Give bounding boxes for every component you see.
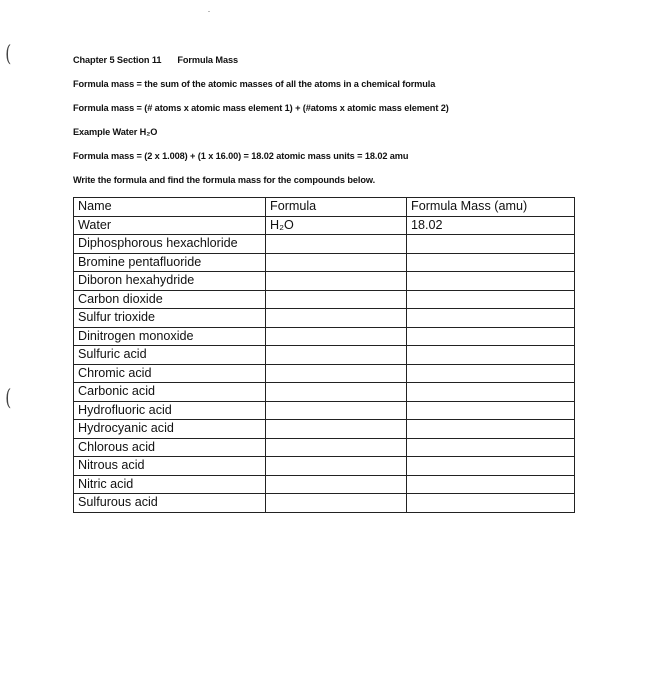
table-row (74, 290, 575, 309)
formula-mass-cell[interactable] (407, 383, 575, 402)
table-row (74, 309, 575, 328)
binder-hole-mark-upper: ( (5, 42, 12, 67)
example-calculation-line: Formula mass = (2 x 1.008) + (1 x 16.00) = 18.02 atomic mass units = 18.02 amu (73, 151, 409, 161)
formula-mass-cell[interactable] (407, 309, 575, 328)
scan-speck (208, 11, 210, 12)
binder-hole-mark-lower: ( (5, 386, 12, 411)
table-row (74, 272, 575, 291)
formula-cell[interactable]: H₂O (266, 216, 407, 235)
table-row (74, 327, 575, 346)
compound-name-cell: Sulfuric acid (74, 346, 266, 365)
formula-mass-cell[interactable] (407, 272, 575, 291)
compound-name-cell: Hydrocyanic acid (74, 420, 266, 439)
formula-cell[interactable] (266, 290, 407, 309)
definition-line: Formula mass = the sum of the atomic masses of all the atoms in a chemical formula (73, 79, 436, 89)
table-row (74, 438, 575, 457)
table-row (74, 216, 575, 235)
formula-mass-cell[interactable] (407, 475, 575, 494)
table-header-row (74, 198, 575, 217)
worksheet-title: Formula Mass (177, 55, 238, 65)
compound-name-cell: Sulfurous acid (74, 494, 266, 513)
compound-name-cell: Carbonic acid (74, 383, 266, 402)
example-line: Example Water H₂O (73, 127, 158, 137)
formula-cell[interactable] (266, 309, 407, 328)
formula-column-header: Formula (266, 198, 407, 217)
compound-name-cell: Carbon dioxide (74, 290, 266, 309)
formula-mass-cell[interactable] (407, 327, 575, 346)
mass-column-header: Formula Mass (amu) (407, 198, 575, 217)
compound-table-body (74, 216, 575, 512)
formula-mass-cell[interactable] (407, 420, 575, 439)
formula-mass-cell[interactable] (407, 253, 575, 272)
table-row (74, 494, 575, 513)
table-row (74, 457, 575, 476)
formula-cell[interactable] (266, 253, 407, 272)
formula-cell[interactable] (266, 272, 407, 291)
compound-name-cell: Chromic acid (74, 364, 266, 383)
formula-cell[interactable] (266, 383, 407, 402)
formula-cell[interactable] (266, 235, 407, 254)
compound-name-cell: Bromine pentafluoride (74, 253, 266, 272)
table-row (74, 364, 575, 383)
formula-cell[interactable] (266, 364, 407, 383)
chapter-label: Chapter 5 Section 11 (73, 55, 162, 65)
formula-cell[interactable] (266, 420, 407, 439)
compound-name-cell: Diboron hexahydride (74, 272, 266, 291)
table-row (74, 383, 575, 402)
table-row (74, 401, 575, 420)
compound-name-cell: Nitrous acid (74, 457, 266, 476)
formula-cell[interactable] (266, 327, 407, 346)
formula-cell[interactable] (266, 438, 407, 457)
formula-cell[interactable] (266, 475, 407, 494)
compound-name-cell: Hydrofluoric acid (74, 401, 266, 420)
formula-cell[interactable] (266, 457, 407, 476)
compound-name-cell: Nitric acid (74, 475, 266, 494)
formula-mass-cell[interactable] (407, 364, 575, 383)
compound-name-cell: Diphosphorous hexachloride (74, 235, 266, 254)
table-row (74, 235, 575, 254)
worksheet-heading (73, 55, 238, 65)
table-row (74, 253, 575, 272)
table-row (74, 475, 575, 494)
instruction-line: Write the formula and find the formula mass for the compounds below. (73, 175, 376, 185)
general-formula-line: Formula mass = (# atoms x atomic mass element 1) + (#atoms x atomic mass element 2) (73, 103, 449, 113)
formula-cell[interactable] (266, 346, 407, 365)
formula-mass-cell[interactable] (407, 346, 575, 365)
formula-mass-cell[interactable] (407, 438, 575, 457)
compound-table (73, 197, 575, 513)
formula-mass-cell[interactable] (407, 290, 575, 309)
formula-mass-cell[interactable] (407, 235, 575, 254)
compound-name-cell: Chlorous acid (74, 438, 266, 457)
table-row (74, 346, 575, 365)
formula-cell[interactable] (266, 494, 407, 513)
formula-cell[interactable] (266, 401, 407, 420)
name-column-header: Name (74, 198, 266, 217)
compound-name-cell: Dinitrogen monoxide (74, 327, 266, 346)
formula-mass-cell[interactable] (407, 457, 575, 476)
formula-mass-cell[interactable] (407, 494, 575, 513)
formula-mass-cell[interactable] (407, 401, 575, 420)
table-row (74, 420, 575, 439)
formula-mass-cell[interactable]: 18.02 (407, 216, 575, 235)
compound-name-cell: Water (74, 216, 266, 235)
compound-name-cell: Sulfur trioxide (74, 309, 266, 328)
